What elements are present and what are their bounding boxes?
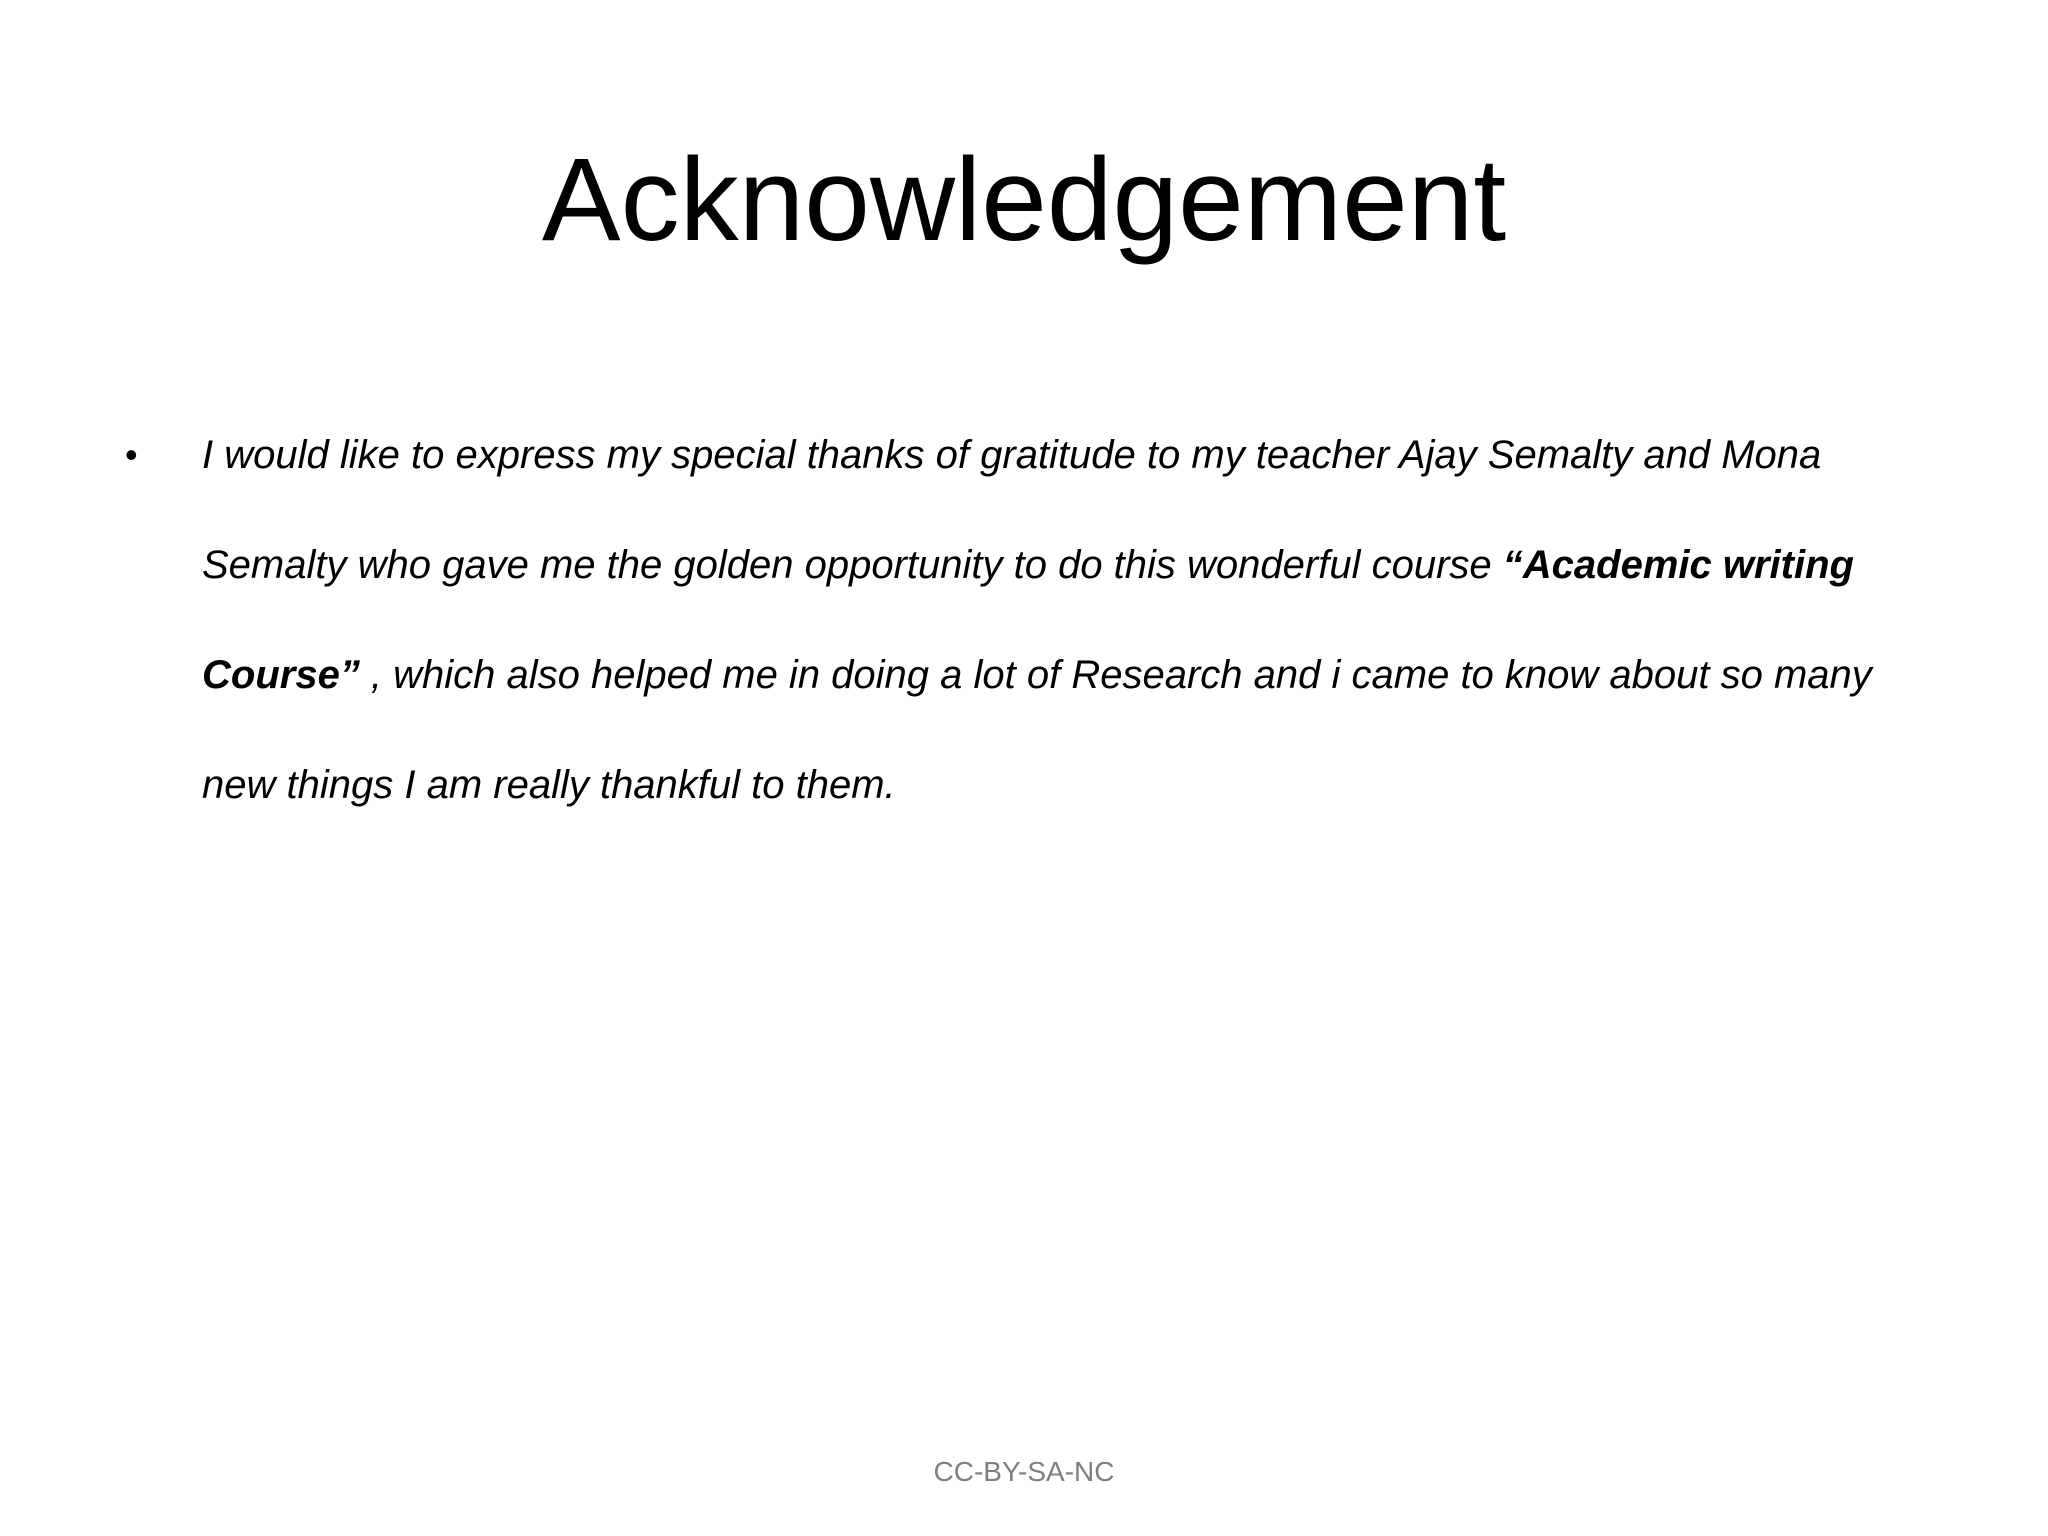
paragraph-text-start: I would like to express my special thanks of gratitude to my teacher Ajay Semalty and Mona Semalty who gave me the golden opportunity to do this wonderful course — [202, 433, 1822, 587]
course-name-bold: “Academic writing Course” — [202, 543, 1854, 697]
paragraph-text-end: , which also helped me in doing a lot of Research and i came to know about so many new things I am really thankful to them. — [202, 653, 1872, 807]
license-footer: CC-BY-SA-NC — [933, 1456, 1115, 1487]
bullet-list — [118, 400, 1948, 840]
bullet-icon: • — [125, 434, 138, 475]
slide-title: Acknowledgement — [541, 134, 1507, 266]
bullet-item — [118, 400, 1948, 840]
